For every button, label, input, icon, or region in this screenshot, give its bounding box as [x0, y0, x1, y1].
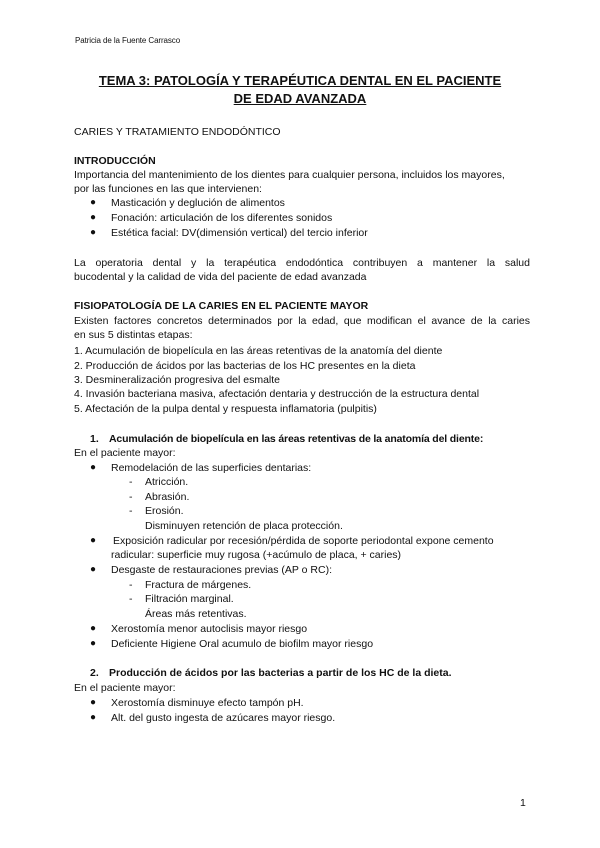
sub1-hygiene: Deficiente Higiene Oral acumulo de biofilm mayor riesgo	[111, 638, 374, 650]
dash-icon: -	[129, 579, 133, 591]
sub1-exposure-line-2: radicular: superficie muy rugosa (+acúmulo de placa, + caries)	[111, 549, 402, 561]
document-title-line-1: TEMA 3: PATOLOGÍA Y TERAPÉUTICA DENTAL EN EL PACIENTE	[98, 73, 502, 88]
sub1-exposure-line-1: Exposición radicular por recesión/pérdida de soporte periodontal expone cemento	[113, 535, 494, 547]
sub1-remodel-item-1: Atricción.	[145, 476, 189, 488]
dash-icon: -	[129, 491, 133, 503]
sub1-wear-note: Áreas más retentivas.	[145, 608, 247, 620]
intro-bullet-1: Masticación y deglución de alimentos	[111, 197, 285, 209]
bullet-icon: ●	[90, 697, 97, 708]
bullet-icon: ●	[90, 712, 97, 723]
intro-heading: INTRODUCCIÓN	[74, 155, 156, 167]
bullet-icon: ●	[90, 638, 97, 649]
intro-paragraph-line-1: La operatoria dental y la terapéutica endodóntica contribuyen a mantener la salud	[74, 257, 530, 269]
bullet-icon: ●	[90, 212, 97, 223]
fisio-heading: FISIOPATOLOGÍA DE LA CARIES EN EL PACIENTE MAYOR	[74, 300, 369, 312]
fisio-step-5: 5. Afectación de la pulpa dental y respuesta inflamatoria (pulpitis)	[74, 403, 377, 415]
sub1-remodel: Remodelación de las superficies dentarias:	[111, 462, 312, 474]
fisio-step-1: 1. Acumulación de biopelícula en las áreas retentivas de la anatomía del diente	[74, 345, 443, 357]
fisio-line-1: Existen factores concretos determinados por la edad, que modifican el avance de la caries	[74, 315, 530, 327]
dash-icon: -	[129, 593, 133, 605]
sub1-remodel-item-2: Abrasión.	[145, 491, 190, 503]
dash-icon: -	[129, 505, 133, 517]
section-heading: CARIES Y TRATAMIENTO ENDODÓNTICO	[74, 126, 281, 138]
bullet-icon: ●	[90, 535, 97, 546]
fisio-line-2: en sus 5 distintas etapas:	[74, 329, 193, 341]
bullet-icon: ●	[90, 623, 97, 634]
sub1-wear-item-1: Fractura de márgenes.	[145, 579, 252, 591]
bullet-icon: ●	[90, 462, 97, 473]
document-title-line-2: DE EDAD AVANZADA	[233, 91, 367, 106]
sub1-xerostomia: Xerostomía menor autoclisis mayor riesgo	[111, 623, 308, 635]
sub2-item-1: Xerostomía disminuye efecto tampón pH.	[111, 697, 304, 709]
sub2-item-2: Alt. del gusto ingesta de azúcares mayor riesgo.	[111, 712, 336, 724]
fisio-step-2: 2. Producción de ácidos por las bacterias de los HC presentes en la dieta	[74, 360, 416, 372]
intro-line-1: Importancia del mantenimiento de los dientes para cualquier persona, incluidos los mayores,	[74, 169, 505, 181]
bullet-icon: ●	[90, 227, 97, 238]
sub2-intro: En el paciente mayor:	[74, 682, 176, 694]
page-number: 1	[520, 797, 526, 809]
fisio-step-4: 4. Invasión bacteriana masiva, afectación dentaria y destrucción de la estructura dental	[74, 388, 480, 400]
dash-icon: -	[129, 476, 133, 488]
bullet-icon: ●	[90, 564, 97, 575]
intro-line-2: por las funciones en las que intervienen:	[74, 183, 262, 195]
sub1-remodel-item-3: Erosión.	[145, 505, 184, 517]
sub1-number: 1.	[90, 433, 99, 445]
sub1-wear: Desgaste de restauraciones previas (AP o RC):	[111, 564, 332, 576]
intro-bullet-2: Fonación: articulación de los diferentes sonidos	[111, 212, 333, 224]
intro-bullet-3: Estética facial: DV(dimensión vertical) del tercio inferior	[111, 227, 368, 239]
bullet-icon: ●	[90, 197, 97, 208]
fisio-step-3: 3. Desmineralización progresiva del esmalte	[74, 374, 281, 386]
sub2-number: 2.	[90, 667, 99, 679]
sub1-wear-item-2: Filtración marginal.	[145, 593, 234, 605]
sub2-heading: Producción de ácidos por las bacterias a partir de los HC de la dieta.	[109, 667, 452, 679]
sub1-heading: Acumulación de biopelícula en las áreas retentivas de la anatomía del diente:	[109, 433, 484, 445]
intro-paragraph-line-2: bucodental y la calidad de vida del paciente de edad avanzada	[74, 271, 367, 283]
sub1-remodel-note: Disminuyen retención de placa protección.	[145, 520, 343, 532]
page-header-author: Patricia de la Fuente Carrasco	[75, 36, 181, 45]
sub1-intro: En el paciente mayor:	[74, 447, 176, 459]
